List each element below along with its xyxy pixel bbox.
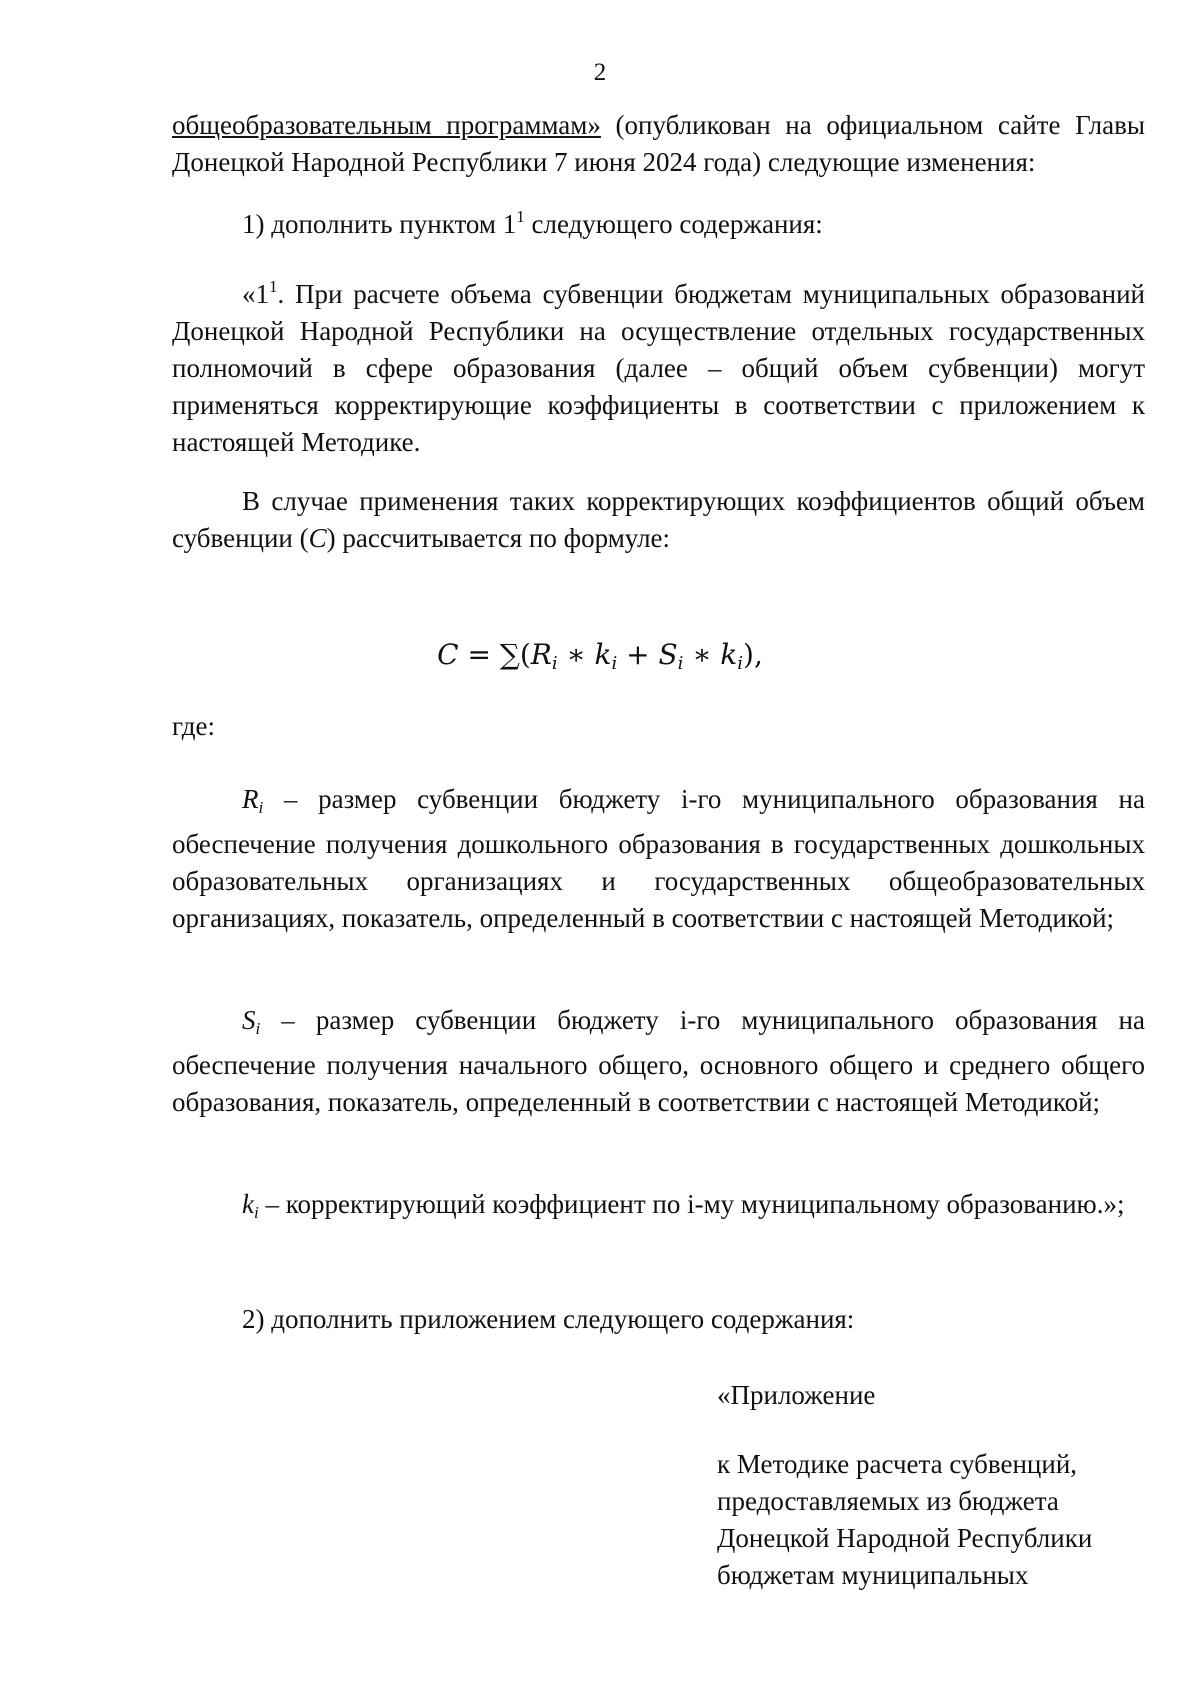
- var-subscript: i: [255, 1019, 261, 1038]
- item-1-text-end: следующего содержания:: [524, 209, 823, 239]
- formula-plus: +: [617, 638, 659, 671]
- appendix-line: к Методике расчета субвенций,: [717, 1449, 1078, 1479]
- var-letter: k: [242, 1189, 254, 1219]
- definition-k: [172, 1186, 1145, 1231]
- appendix-line: предоставляемых из бюджета: [717, 1486, 1059, 1516]
- var-subscript: i: [258, 798, 264, 817]
- appendix-title: «Приложение: [717, 1380, 876, 1410]
- clause-1-1-text: . При расчете объема субвенции бюджетам муниципальных образований Донецкой Народной Республики на осуществление отдельных государственных полномочий в сфере образования (далее – общий объем субвенции) могут применяться корректирующие коэффициенты в соответствии с приложением к настоящей Методике.: [172, 279, 1145, 457]
- var-subscript: i: [253, 1203, 259, 1222]
- formula-sub: i: [551, 653, 558, 674]
- definition-s-variable: [242, 1005, 261, 1038]
- item-1-paragraph: [172, 206, 1145, 243]
- formula-s: S: [658, 638, 678, 671]
- formula-c: C: [437, 638, 459, 671]
- definition-r-variable: [242, 784, 264, 817]
- page-number: 2: [593, 59, 607, 86]
- definition-s-text: – размер субвенции бюджету i-го муниципального образования на обеспечение получения начального общего, основного общего и среднего общего образования, показатель, определенный в соответствии с настоящей Методикой;: [172, 1005, 1145, 1117]
- appendix-subtitle: [717, 1446, 1157, 1594]
- item-2-paragraph: 2) дополнить приложением следующего содержания:: [242, 1304, 855, 1334]
- appendix-line: Донецкой Народной Республики: [717, 1523, 1093, 1553]
- definition-s: [172, 1002, 1145, 1121]
- formula-times: ∗: [557, 638, 595, 671]
- definition-k-text: – корректирующий коэффициент по i-му муниципальному образованию.»;: [258, 1189, 1125, 1219]
- clause-1-1-paragraph: [172, 276, 1145, 461]
- intro-underlined-text: общеобразовательным программам»: [172, 110, 601, 140]
- formula-sub: i: [611, 653, 618, 674]
- formula-times: ∗: [683, 638, 721, 671]
- formula-k: k: [720, 638, 738, 671]
- definition-r: [172, 781, 1145, 937]
- intro-text: (опубликован на официальном сайте Главы Донецкой Народной Республики 7 июня 2024 года) следующие изменения:: [172, 110, 1145, 177]
- clause-1-1-number: «1: [242, 279, 269, 309]
- item-1-text: 1) дополнить пунктом 1: [242, 209, 517, 239]
- definition-k-variable: [242, 1189, 259, 1222]
- formula-sub: i: [677, 653, 684, 674]
- formula-k: k: [594, 638, 612, 671]
- definition-r-text: – размер субвенции бюджету i-го муниципального образования на обеспечение получения дошкольного образования в государственных дошкольных образовательных организациях и государственных общеобразовательных организациях, показатель, определенный в соответствии с настоящей Методикой;: [172, 784, 1145, 933]
- formula-close: ),: [743, 638, 763, 671]
- clause-1-1-superscript: 1: [269, 277, 278, 296]
- where-label: где:: [172, 711, 215, 741]
- appendix-line: бюджетам муниципальных: [717, 1560, 1029, 1590]
- formula-intro-text: В случае применения таких корректирующих коэффициентов общий объем субвенции (: [172, 486, 1145, 553]
- intro-paragraph: [172, 107, 1145, 181]
- formula-r: R: [530, 638, 552, 671]
- formula-sub: i: [737, 653, 744, 674]
- subvention-formula: [0, 635, 1200, 684]
- formula-intro-variable: C: [308, 523, 327, 553]
- item-1-superscript: 1: [516, 207, 525, 226]
- formula-intro-text-end: ) рассчитывается по формуле:: [326, 523, 671, 553]
- formula-sum: = ∑(: [458, 638, 531, 671]
- formula-intro-paragraph: [172, 483, 1145, 557]
- var-letter: S: [242, 1005, 256, 1035]
- var-letter: R: [242, 784, 259, 814]
